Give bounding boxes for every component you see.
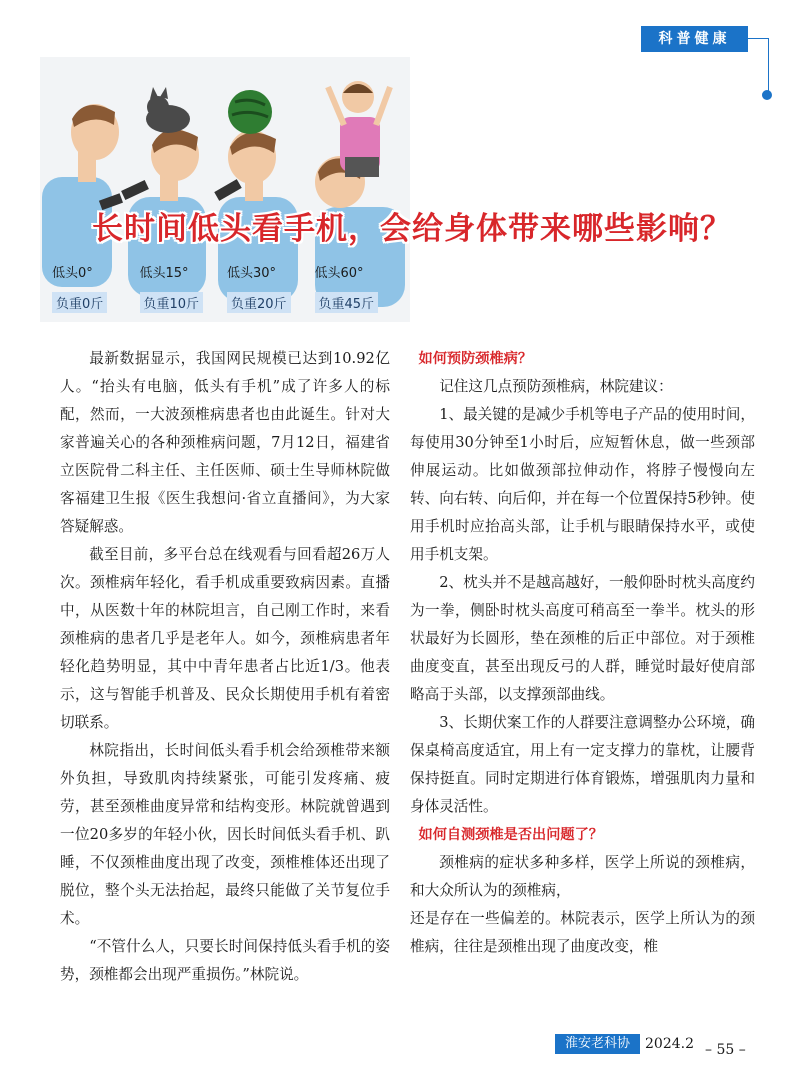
- paragraph: “不管什么人，只要长时间保持低头看手机的姿势，颈椎都会出现严重损伤。”林院说。: [60, 938, 390, 983]
- angle-label: 低头0°: [52, 266, 93, 281]
- neck-posture-illustration: [40, 57, 410, 322]
- neck-load-labels: [52, 292, 402, 313]
- paragraph: 1、最关键的是减少手机等电子产品的使用时间，每使用30分钟至1小时后，应短暂休息，做一些颈部伸展运动。比如做颈部拉伸动作，将脖子慢慢向左转、向右转、向后仰，并在每一个位置保持5秒钟。使用手机时应抬高头部，让手机与眼睛保持水平，或使用手机支架。: [410, 406, 755, 563]
- paragraph: 林院指出，长时间低头看手机会给颈椎带来额外负担，导致肌肉持续紧张，可能引发疼痛、疲劳，甚至颈椎曲度异常和结构变形。林院就曾遇到一位20多岁的年轻小伙，因长时间低头看手机、趴睡，不仅颈椎曲度出现了改变，颈椎椎体还出现了脱位，整个头无法抬起，最终只能做了关节复位手术。: [60, 742, 390, 927]
- posture-figures-image: [40, 57, 410, 322]
- paragraph: 截至目前，多平台总在线观看与回看超26万人次。颈椎病年轻化，看手机成重要致病因素。直播中，从医数十年的林院坦言，自己刚工作时，来看颈椎病的患者几乎是老年人。如今，颈椎病患者年轻化趋势明显，其中中青年患者占比近1/3。他表示，这与智能手机普及、民众长期使用手机有着密切联系。: [60, 546, 390, 731]
- publication-name: 淮安老科协: [555, 1034, 640, 1054]
- right-column: [410, 345, 755, 961]
- load-label: 负重10斤: [140, 292, 204, 313]
- section-heading: 如何预防颈椎病？: [418, 351, 533, 367]
- decorative-dot: [762, 90, 772, 100]
- article-title: 长时间低头看手机，会给身体带来哪些影响？: [92, 211, 732, 247]
- paragraph: 颈椎病的症状多种多样，医学上所说的颈椎病，和大众所认为的颈椎病，: [410, 854, 755, 899]
- paragraph: 2、枕头并不是越高越好，一般仰卧时枕头高度约为一拳，侧卧时枕头高度可稍高至一拳半。枕头的形状最好为长圆形，垫在颈椎的后正中部位。对于颈椎曲度变直，甚至出现反弓的人群，睡觉时最好使肩部略高于头部，以支撑颈部曲线。: [410, 574, 755, 703]
- neck-angle-labels: [52, 262, 402, 281]
- angle-label: 低头30°: [227, 266, 277, 281]
- issue-number: 2024.2: [645, 1036, 694, 1052]
- page-number: – 55 –: [705, 1042, 746, 1058]
- paragraph: 还是存在一些偏差的。林院表示，医学上所认为的颈椎病，往往是颈椎出现了曲度改变，椎: [410, 910, 755, 955]
- section-tag: 科普健康: [641, 26, 748, 52]
- left-column: [60, 345, 390, 989]
- paragraph: 记住这几点预防颈椎病，林院建议：: [439, 378, 673, 395]
- angle-label: 低头60°: [314, 266, 364, 281]
- angle-label: 低头15°: [139, 266, 189, 281]
- figure-0-degree: [42, 104, 123, 287]
- decorative-bracket: [748, 38, 769, 94]
- paragraph: 最新数据显示，我国网民规模已达到10.92亿人。“抬头有电脑，低头有手机”成了许多人的标配，然而，一大波颈椎病患者也由此诞生。针对大家普遍关心的各种颈椎病问题，7月12日，福建省立医院骨二科主任、主任医师、硕士生导师林院做客福建卫生报《医生我想问·省立直播间》，为大家答疑解惑。: [60, 350, 390, 535]
- load-label: 负重0斤: [52, 292, 107, 313]
- load-label: 负重20斤: [227, 292, 291, 313]
- section-heading: 如何自测颈椎是否出问题了？: [418, 827, 603, 843]
- load-label: 负重45斤: [315, 292, 379, 313]
- paragraph: 3、长期伏案工作的人群要注意调整办公环境，确保桌椅高度适宜，用上有一定支撑力的靠枕，让腰背保持挺直。同时定期进行体育锻炼，增强肌肉力量和身体灵活性。: [410, 714, 755, 815]
